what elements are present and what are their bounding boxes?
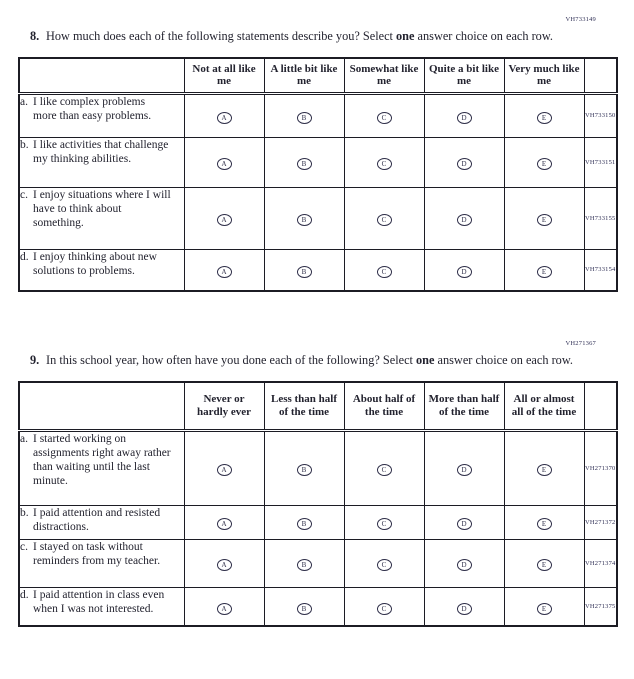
answer-cell [264, 539, 344, 587]
answer-cell [264, 505, 344, 539]
answer-cell [424, 587, 504, 626]
answer-cell [344, 249, 424, 291]
answer-bubble-b[interactable]: B [297, 559, 312, 571]
statement-cell [19, 587, 184, 626]
statement-cell [19, 430, 184, 505]
question-number: 8. [30, 29, 40, 43]
answer-bubble-a[interactable]: A [217, 559, 232, 571]
answer-bubble-e[interactable]: E [537, 464, 552, 476]
answer-bubble-d[interactable]: D [457, 112, 472, 124]
row-letter: c. [20, 188, 28, 201]
answer-bubble-b[interactable]: B [297, 158, 312, 170]
answer-bubble-e[interactable]: E [537, 603, 552, 615]
answer-cell [424, 249, 504, 291]
answer-cell [184, 93, 264, 137]
prompt-bold: one [416, 353, 435, 368]
answer-cell [344, 587, 424, 626]
table-row [19, 587, 617, 626]
statement-cell [19, 505, 184, 539]
header-row [19, 58, 617, 93]
answer-cell [424, 430, 504, 505]
answer-bubble-b[interactable]: B [297, 112, 312, 124]
answer-cell [184, 505, 264, 539]
answer-cell [504, 430, 584, 505]
question-text [46, 28, 576, 44]
answer-cell [264, 93, 344, 137]
answer-cell [184, 587, 264, 626]
answer-cell [184, 137, 264, 187]
answer-bubble-c[interactable]: C [377, 158, 392, 170]
empty-statement-header [19, 58, 184, 93]
prompt-pre: How much does each of the following statements describe you? Select [46, 29, 397, 43]
column-header: Very much like me [504, 58, 584, 93]
answer-cell [344, 137, 424, 187]
answer-bubble-e[interactable]: E [537, 112, 552, 124]
answer-bubble-d[interactable]: D [457, 158, 472, 170]
answer-bubble-a[interactable]: A [217, 464, 232, 476]
answer-cell [424, 187, 504, 249]
header-row [19, 382, 617, 430]
answer-bubble-b[interactable]: B [297, 603, 312, 615]
row-letter: b. [20, 506, 29, 519]
table-row [19, 137, 617, 187]
column-header: Quite a bit like me [424, 58, 504, 93]
answer-bubble-c[interactable]: C [377, 603, 392, 615]
row-statement: I paid attention in class even when I was not interested. [33, 588, 165, 615]
answer-bubble-e[interactable]: E [537, 214, 552, 226]
answer-cell [184, 187, 264, 249]
answer-bubble-c[interactable]: C [377, 464, 392, 476]
answer-bubble-c[interactable]: C [377, 518, 392, 530]
answer-bubble-b[interactable]: B [297, 518, 312, 530]
row-code: VH271372 [584, 505, 617, 539]
statement-cell [19, 187, 184, 249]
row-statement: I stayed on task without reminders from my teacher. [33, 540, 161, 567]
answer-bubble-c[interactable]: C [377, 112, 392, 124]
answer-cell [264, 249, 344, 291]
answer-bubble-b[interactable]: B [297, 464, 312, 476]
answer-cell [344, 430, 424, 505]
answer-bubble-c[interactable]: C [377, 266, 392, 278]
question-text [46, 352, 576, 368]
answer-bubble-c[interactable]: C [377, 559, 392, 571]
column-header: Somewhat like me [344, 58, 424, 93]
question-8-section [0, 0, 634, 292]
answer-bubble-d[interactable]: D [457, 603, 472, 615]
answer-cell [504, 249, 584, 291]
question-8-table [18, 57, 618, 292]
row-code: VH271374 [584, 539, 617, 587]
question-9-id: VH271367 [565, 340, 596, 348]
answer-cell [504, 505, 584, 539]
answer-bubble-b[interactable]: B [297, 214, 312, 226]
empty-code-header [584, 382, 617, 430]
answer-cell [504, 93, 584, 137]
answer-cell [424, 137, 504, 187]
row-letter: c. [20, 540, 28, 553]
question-number: 9. [30, 353, 40, 368]
answer-cell [264, 137, 344, 187]
row-letter: a. [20, 95, 28, 108]
table-row [19, 93, 617, 137]
answer-bubble-a[interactable]: A [217, 214, 232, 226]
table-row [19, 249, 617, 291]
column-header: A little bit like me [264, 58, 344, 93]
row-statement: I paid attention and resisted distractions. [33, 506, 161, 533]
row-code: VH733150 [584, 93, 617, 137]
row-code: VH733155 [584, 187, 617, 249]
prompt-post: answer choice on each row. [434, 353, 573, 368]
answer-cell [344, 539, 424, 587]
answer-bubble-a[interactable]: A [217, 603, 232, 615]
row-code: VH733151 [584, 137, 617, 187]
prompt-bold: one [396, 29, 415, 43]
row-letter: d. [20, 588, 29, 601]
answer-cell [424, 539, 504, 587]
question-8-prompt [30, 28, 604, 44]
answer-cell [264, 430, 344, 505]
question-8-id: VH733149 [565, 16, 596, 23]
answer-cell [504, 587, 584, 626]
answer-cell [424, 93, 504, 137]
empty-code-header [584, 58, 617, 93]
row-code: VH271370 [584, 430, 617, 505]
column-header: About half of the time [344, 382, 424, 430]
statement-cell [19, 249, 184, 291]
table-row [19, 430, 617, 505]
table-row [19, 539, 617, 587]
question-9-prompt [30, 352, 604, 368]
answer-bubble-d[interactable]: D [457, 518, 472, 530]
column-header: Never or hardly ever [184, 382, 264, 430]
column-header: Less than half of the time [264, 382, 344, 430]
answer-bubble-a[interactable]: A [217, 266, 232, 278]
empty-statement-header [19, 382, 184, 430]
answer-cell [504, 539, 584, 587]
answer-bubble-e[interactable]: E [537, 266, 552, 278]
statement-cell [19, 93, 184, 137]
row-statement: I enjoy situations where I will have to think about something. [33, 188, 171, 229]
answer-cell [344, 187, 424, 249]
column-header: All or almost all of the time [504, 382, 584, 430]
answer-bubble-b[interactable]: B [297, 266, 312, 278]
row-statement: I like complex problems more than easy problems. [33, 95, 152, 122]
table-row [19, 187, 617, 249]
answer-bubble-e[interactable]: E [537, 559, 552, 571]
statement-cell [19, 539, 184, 587]
answer-cell [504, 137, 584, 187]
column-header: Not at all like me [184, 58, 264, 93]
row-statement: I started working on assignments right away rather than waiting until the last minute. [33, 432, 171, 487]
answer-bubble-d[interactable]: D [457, 214, 472, 226]
row-letter: b. [20, 138, 29, 151]
answer-cell [264, 587, 344, 626]
prompt-post: answer choice on each row. [414, 29, 553, 43]
answer-cell [504, 187, 584, 249]
answer-bubble-e[interactable]: E [537, 518, 552, 530]
answer-bubble-a[interactable]: A [217, 158, 232, 170]
row-statement: I like activities that challenge my thinking abilities. [33, 138, 169, 165]
answer-cell [344, 505, 424, 539]
answer-bubble-a[interactable]: A [217, 518, 232, 530]
row-letter: d. [20, 250, 29, 263]
answer-cell [184, 539, 264, 587]
row-code: VH271375 [584, 587, 617, 626]
answer-bubble-e[interactable]: E [537, 158, 552, 170]
answer-cell [424, 505, 504, 539]
statement-cell [19, 137, 184, 187]
question-9-table [18, 381, 618, 627]
table-row [19, 505, 617, 539]
column-header: More than half of the time [424, 382, 504, 430]
answer-bubble-d[interactable]: D [457, 559, 472, 571]
answer-bubble-d[interactable]: D [457, 464, 472, 476]
answer-bubble-c[interactable]: C [377, 214, 392, 226]
question-9-section [0, 340, 634, 627]
answer-cell [344, 93, 424, 137]
row-code: VH733154 [584, 249, 617, 291]
answer-cell [264, 187, 344, 249]
answer-cell [184, 249, 264, 291]
answer-cell [184, 430, 264, 505]
answer-bubble-d[interactable]: D [457, 266, 472, 278]
row-letter: a. [20, 432, 28, 445]
row-statement: I enjoy thinking about new solutions to problems. [33, 250, 157, 277]
answer-bubble-a[interactable]: A [217, 112, 232, 124]
prompt-pre: In this school year, how often have you done each of the following? Select [46, 353, 417, 368]
